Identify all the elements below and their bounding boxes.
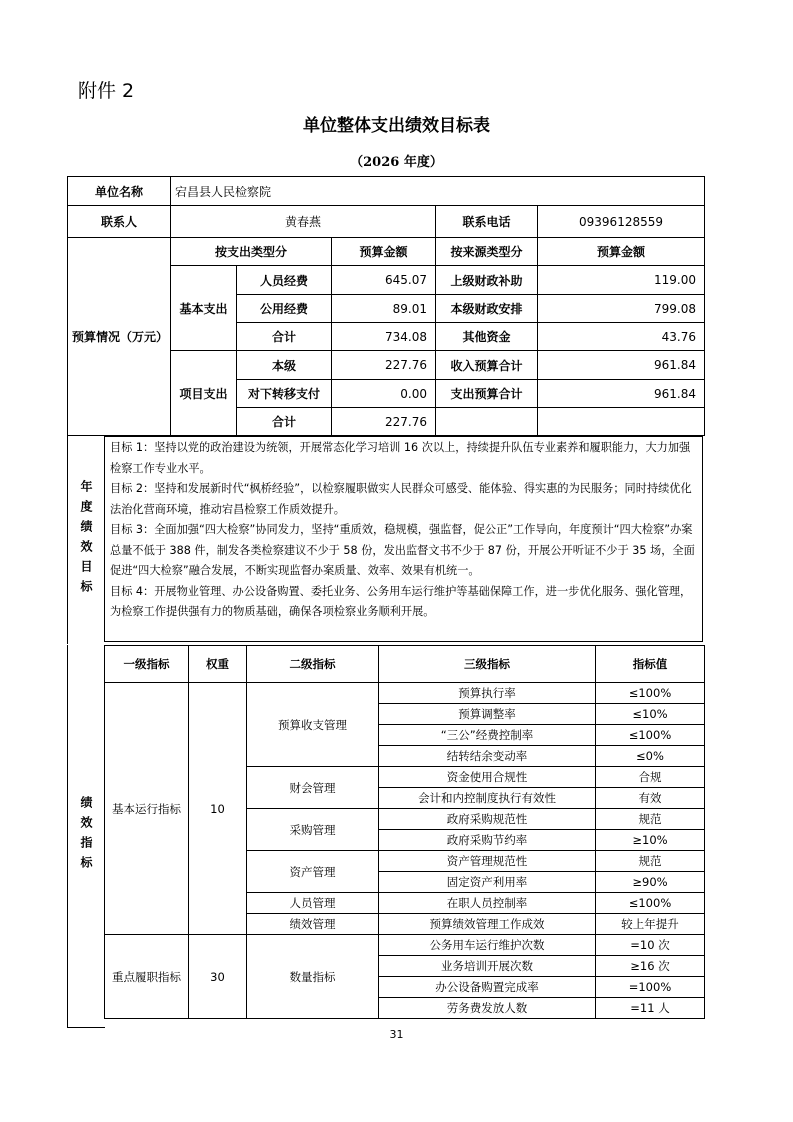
level3-cell: 结转结余变动率 — [379, 746, 596, 767]
goal-item: 目标 2：坚持和发展新时代“枫桥经验”，以检察履职做实人民群众可感受、能体验、得实惠的为民服务；同时持续优化法治化营商环境，推动宕昌检察工作质效提升。 — [110, 482, 692, 516]
weight-cell: 10 — [189, 683, 247, 935]
budget-sub-label: 合计 — [237, 408, 332, 436]
phone-value: 09396128559 — [538, 206, 705, 238]
header-by-source: 按来源类型分 — [436, 238, 538, 266]
level2-cell: 绩效管理 — [247, 914, 379, 935]
budget-sub-label: 合计 — [237, 323, 332, 351]
budget-header-row — [68, 238, 705, 266]
source-label: 本级财政安排 — [436, 295, 538, 323]
unit-row — [68, 177, 705, 206]
indicator-value: ≥90% — [596, 872, 705, 893]
header-level3: 三级指标 — [379, 646, 596, 683]
annual-goals-content — [104, 436, 703, 642]
level3-cell: 政府采购节约率 — [379, 830, 596, 851]
source-label: 支出预算合计 — [436, 380, 538, 408]
budget-sub-label: 人员经费 — [237, 266, 332, 295]
fiscal-year: （2026 年度） — [350, 155, 443, 170]
indicator-value: =100% — [596, 977, 705, 998]
goal-item: 目标 3：全面加强“四大检察”协同发力，坚持“重质效，稳规模，强监督，促公正”工作导向，年度预计“四大检察”办案总量不低于 388 件，制发各类检察建议不少于 58 份，发出监督文书不少于 87 份，开展公开听证不少于 35 场，全面促进“四大检察”融合发展，不断实现监督办案质量、效率、效果有机统一。 — [110, 523, 695, 577]
level1-cell: 基本运行指标 — [105, 683, 189, 935]
budget-amount: 227.76 — [332, 351, 436, 380]
header-amount-2: 预算金额 — [538, 238, 705, 266]
attachment-label: 附件 2 — [78, 80, 135, 102]
indicator-value: 规范 — [596, 851, 705, 872]
budget-amount: 89.01 — [332, 295, 436, 323]
source-amount: 43.76 — [538, 323, 705, 351]
budget-table — [67, 176, 705, 436]
level3-cell: 劳务费发放人数 — [379, 998, 596, 1019]
budget-sub-label: 公用经费 — [237, 295, 332, 323]
contact-value: 黄春燕 — [171, 206, 436, 238]
goal-item: 目标 4：开展物业管理、办公设备购置、委托业务、公务用车运行维护等基础保障工作，进一步优化服务、强化管理，为检察工作提供强有力的物质基础，确保各项检察业务顺利开展。 — [110, 584, 692, 618]
level2-cell: 财会管理 — [247, 767, 379, 809]
indicator-value: ≤100% — [596, 725, 705, 746]
performance-header-row — [105, 646, 705, 683]
source-label: 收入预算合计 — [436, 351, 538, 380]
source-amount: 961.84 — [538, 380, 705, 408]
source-label: 其他资金 — [436, 323, 538, 351]
contact-row — [68, 206, 705, 238]
budget-sub-label: 本级 — [237, 351, 332, 380]
level3-cell: 固定资产利用率 — [379, 872, 596, 893]
source-label: 上级财政补助 — [436, 266, 538, 295]
level3-cell: 资产管理规范性 — [379, 851, 596, 872]
phone-label: 联系电话 — [436, 206, 538, 238]
header-value: 指标值 — [596, 646, 705, 683]
level3-cell: “三公”经费控制率 — [379, 725, 596, 746]
budget-amount: 645.07 — [332, 266, 436, 295]
annual-goals-label — [67, 436, 105, 644]
level3-cell: 公务用车运行维护次数 — [379, 935, 596, 956]
unit-name-value: 宕昌县人民检察院 — [171, 177, 705, 206]
annual-goals-label-text: 年度绩效目标 — [79, 480, 93, 600]
indicator-value: =11 人 — [596, 998, 705, 1019]
level3-cell: 在职人员控制率 — [379, 893, 596, 914]
performance-label — [67, 645, 105, 1028]
budget-amount: 0.00 — [332, 380, 436, 408]
source-label — [436, 408, 538, 436]
source-amount — [538, 408, 705, 436]
budget-section-label: 预算情况（万元） — [68, 238, 171, 436]
level3-cell: 预算绩效管理工作成效 — [379, 914, 596, 935]
annual-goals-section — [67, 436, 704, 644]
level2-cell: 预算收支管理 — [247, 683, 379, 767]
performance-table — [104, 645, 705, 1019]
indicator-value: ≤100% — [596, 893, 705, 914]
basic-expense-label: 基本支出 — [171, 266, 237, 351]
level3-cell: 业务培训开展次数 — [379, 956, 596, 977]
header-level2: 二级指标 — [247, 646, 379, 683]
budget-sub-label: 对下转移支付 — [237, 380, 332, 408]
level2-cell: 资产管理 — [247, 851, 379, 893]
budget-amount: 734.08 — [332, 323, 436, 351]
table-row — [105, 935, 705, 956]
header-amount: 预算金额 — [332, 238, 436, 266]
level1-cell: 重点履职指标 — [105, 935, 189, 1019]
level3-cell: 预算执行率 — [379, 683, 596, 704]
budget-amount: 227.76 — [332, 408, 436, 436]
source-amount: 119.00 — [538, 266, 705, 295]
source-amount: 961.84 — [538, 351, 705, 380]
indicator-value: 有效 — [596, 788, 705, 809]
indicator-value: 较上年提升 — [596, 914, 705, 935]
indicator-value: 合规 — [596, 767, 705, 788]
indicator-value: ≤0% — [596, 746, 705, 767]
level3-cell: 会计和内控制度执行有效性 — [379, 788, 596, 809]
header-weight: 权重 — [189, 646, 247, 683]
performance-label-text: 绩效指标 — [79, 796, 93, 876]
indicator-value: ≥16 次 — [596, 956, 705, 977]
level2-cell: 采购管理 — [247, 809, 379, 851]
level3-cell: 资金使用合规性 — [379, 767, 596, 788]
unit-name-label: 单位名称 — [68, 177, 171, 206]
performance-section — [67, 645, 704, 1027]
table-row — [105, 683, 705, 704]
indicator-value: 规范 — [596, 809, 705, 830]
level2-cell: 数量指标 — [247, 935, 379, 1019]
project-expense-label: 项目支出 — [171, 351, 237, 436]
indicator-value: ≥10% — [596, 830, 705, 851]
weight-cell: 30 — [189, 935, 247, 1019]
level2-cell: 人员管理 — [247, 893, 379, 914]
source-amount: 799.08 — [538, 295, 705, 323]
page-number: 31 — [389, 1028, 404, 1041]
indicator-value: ≤100% — [596, 683, 705, 704]
contact-label: 联系人 — [68, 206, 171, 238]
header-by-type: 按支出类型分 — [171, 238, 332, 266]
page-title: 单位整体支出绩效目标表 — [303, 116, 490, 136]
header-level1: 一级指标 — [105, 646, 189, 683]
level3-cell: 政府采购规范性 — [379, 809, 596, 830]
indicator-value: =10 次 — [596, 935, 705, 956]
goal-item: 目标 1：坚持以党的政治建设为统领，开展常态化学习培训 16 次以上，持续提升队伍专业素养和履职能力，大力加强检察工作专业水平。 — [110, 441, 691, 475]
indicator-value: ≤10% — [596, 704, 705, 725]
level3-cell: 预算调整率 — [379, 704, 596, 725]
level3-cell: 办公设备购置完成率 — [379, 977, 596, 998]
